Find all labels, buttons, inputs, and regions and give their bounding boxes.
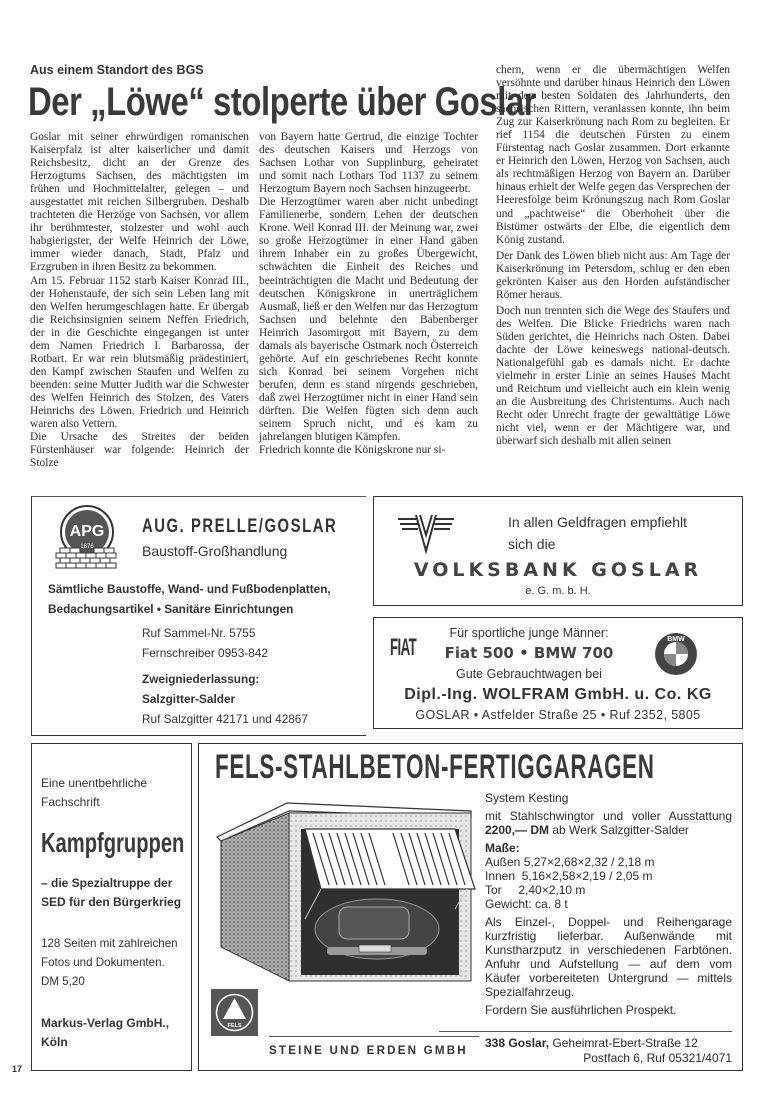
volksbank-legal-form: e. G. m. b. H.: [525, 585, 591, 597]
fels-dimensions: [485, 841, 732, 911]
prelle-products: [48, 579, 331, 619]
prelle-branch-phone: Ruf Salzgitter 42171 und 42867: [142, 712, 308, 726]
prelle-subtitle: Baustoff-Großhandlung: [142, 543, 288, 559]
fels-description: [485, 809, 732, 837]
wolfram-company: Dipl.-Ing. WOLFRAM GmbH. u. Co. KG: [404, 686, 712, 703]
kampfgruppen-publisher-line: Markus-Verlag GmbH.,: [41, 1016, 170, 1030]
kampfgruppen-intro: [41, 774, 147, 812]
fels-cta: Fordern Sie ausführlichen Prospekt.: [485, 1003, 677, 1017]
fels-description-text: ab Werk Salzgitter-Salder: [549, 823, 689, 837]
paragraph: Der Dank des Löwen blieb nicht aus: Am Tage der Kaiserkrönung im Petersdom, schlug er den eben gekrönten Kaiser aus den Horden aufständischer Römer heraus.: [496, 249, 730, 301]
kampfgruppen-description-line: SED für den Bürgerkrieg: [41, 895, 182, 909]
fels-company: STEINE UND ERDEN GMBH: [269, 1044, 468, 1057]
ad-prelle: [31, 496, 366, 736]
prelle-branch-label: Zweigniederlassung:: [142, 672, 260, 686]
fels-dimension-row: Außen 5,27×2,68×2,32 / 2,18 m: [485, 855, 655, 869]
kampfgruppen-description-line: – die Spezialtruppe der: [41, 876, 173, 890]
fels-details: [485, 791, 732, 1021]
kampfgruppen-title: Kampfgruppen: [41, 827, 185, 858]
fels-dimension-row: Gewicht: ca. 8 t: [485, 897, 568, 911]
kampfgruppen-intro-line: Eine unentbehrliche: [41, 776, 148, 790]
apg-brick-logo-icon: [54, 504, 120, 570]
fiat-logo-icon: FIAT: [390, 634, 417, 661]
kampfgruppen-facts-line: 128 Seiten mit zahlreichen: [41, 937, 178, 950]
kampfgruppen-price: DM 5,20: [41, 975, 85, 988]
article-column-1: [30, 131, 249, 470]
garage-illustration-icon: [209, 789, 479, 984]
volksbank-name: VOLKSBANK GOSLAR: [413, 559, 703, 581]
kampfgruppen-facts-line: Fotos und Dokumenten.: [41, 956, 165, 969]
fels-price: 2200,— DM: [485, 823, 550, 837]
fels-dimension-row: Tor 2,40×2,10 m: [485, 883, 586, 897]
paragraph: Doch nun trennten sich die Wege des Staufers und des Welfen. Die Blicke Friedrichs waren nach Süden gerichtet, die Heinrichs nach Osten. Dabei dachte der Löwe keineswegs national-deutsch. Nationalgefühl gab es damals nicht. Er dachte vielmehr in erster Linie an seines Hauses Macht und Reichtum und vielleicht auch ein klein wenig an die Ausbreitung des Christentums. Auch nach Recht oder Unrecht fragte der gewalttätige Löwe nicht viel, wenn er der Mächtigere war, und überwarf sich deshalb mit allen seinen: [496, 304, 730, 448]
wolfram-lead: Für sportliche junge Männer:: [449, 626, 609, 640]
paragraph: Die Herzogtümer waren aber nicht unbedingt Familienerbe, sondern Lehen der deutschen Krone. Weil Konrad III. der Meinung war, zwei so große Herzogtümer in einer Hand gäben ihrem Inhaber ein zu großes Übergewicht, schwächten die Einheit des Reiches und beeinträchtigten die Macht und Bedeutung der deutschen Königskrone in unerträglichem Ausmaß, ließ er den Welfen nur das Herzogtum Sachsen und belehnte den Babenberger Heinrich Jasomirgott mit Bayern, zu dem damals als bayerische Ostmark noch Österreich gehörte. Auf ein geschriebenes Recht konnte sich Konrad bei seinem Vorgehen nicht berufen, denn es stand nirgends geschrieben, daß zwei Herzogtümer nicht in einer Hand sein dürften. Die Welfen fügten sich denn auch seinem Spruch nicht, und es kam zu jahrelangen blutigen Kämpfen.: [259, 196, 478, 444]
fels-title: FELS-STAHLBETON-FERTIGGARAGEN: [215, 748, 655, 786]
prelle-products-line: Bedachungsartikel • Sanitäre Einrichtungen: [48, 602, 294, 616]
article-column-2: [259, 131, 478, 457]
fels-description-text: mit Stahlschwingtor und voller Ausstattung: [485, 809, 732, 823]
fels-address-city: 338 Goslar,: [485, 1036, 550, 1050]
ad-kampfgruppen: [31, 743, 192, 1071]
article-column-3: [496, 64, 730, 448]
paragraph: Friedrich konnte die Königskrone nur si-: [259, 444, 446, 457]
fels-address: [439, 1031, 732, 1066]
wolfram-address: GOSLAR • Astfelder Straße 25 • Ruf 2352, 5805: [415, 708, 701, 722]
paragraph: Goslar mit seiner ehrwürdigen romanischen Kaiserpfalz ist alter kaiserlicher und damit Reichsbesitz, dicht an der Grenze des Herzogtums Sachsen, des mächtigsten im frühen und Hochmittelalter, gelegen – und ausgestattet mit reichen Silbergruben. Deshalb trachteten die Herzöge von Sachsen, vor allem ihr berühmtester, stolzester und wohl auch habgierigster, der Welfe Heinrich der Löwe, immer wieder danach, Stadt, Pfalz und Erzgruben in ihren Besitz zu bekommen.: [30, 131, 249, 274]
prelle-products-line: Sämtliche Baustoffe, Wand- und Fußbodenplatten,: [48, 582, 331, 596]
svg-text:APG: APG: [69, 523, 105, 540]
fels-logo-icon: [211, 989, 258, 1036]
paragraph: chern, wenn er die übermächtigen Welfen versöhnte und darüber hinaus Heinrich den Löwen mit den besten Soldaten des Jahrhunderts, den sächsischen Rittern, veranlassen konnte, ihn beim Zug zur Kaiserkrönung nach Rom zu begleiten. Er rief 1154 die deutschen Fürsten zu einem Fürstentag nach Goslar zusammen. Dort erkannte er Heinrich den Löwen, Herzog von Sachsen, auch als rechtmäßigen Herzog von Bayern an. Darüber hinaus erhielt der Welfe gegen das Versprechen der Heeresfolge beim Krönungszug nach Rom Goslar und „pachtweise“ die Oberhoheit über die Bistümer ostwärts der Elbe, die eigentlich dem König zustand.: [496, 64, 730, 246]
paragraph: Die Ursache des Streites der beiden Fürstenhäuser war folgende: Heinrich der Stolze: [30, 431, 249, 470]
kampfgruppen-publisher-line: Köln: [41, 1035, 68, 1049]
ad-wolfram: [373, 617, 743, 729]
paragraph: Am 15. Februar 1152 starb Kaiser Konrad III., der Hohenstaufe, der sich sein Leben lang mit den Welfen herumgeschlagen hatte. Er übergab die Reichsinsignien seinem Neffen Friedrich, der in die Geschichte eingegangen ist unter dem Namen Friedrich I. Barbarossa, der Rotbart. Er war rein blutsmäßig prädestiniert, den Kampf zwischen Staufen und Welfen zu beenden: seine Mutter Judith war die Schwester des Welfen Heinrich des Stolzen, des Vaters Heinrichs des Löwen. Friedrich und Heinrich waren also Vettern.: [30, 274, 249, 431]
kampfgruppen-facts: [41, 934, 178, 991]
svg-text:BMW: BMW: [667, 636, 685, 643]
fels-dimension-row: Innen 5,16×2,58×2,19 / 2,05 m: [485, 869, 653, 883]
svg-text:1876: 1876: [80, 544, 94, 550]
prelle-telex: Fernschreiber 0953-842: [142, 646, 268, 660]
fels-address-street: Geheimrat-Ebert-Straße 12: [549, 1036, 698, 1050]
volksbank-tagline-line: In allen Geldfragen empfiehlt: [508, 514, 687, 530]
fels-dimensions-label: Maße:: [485, 841, 520, 855]
paragraph: von Bayern hatte Gertrud, die einzige Tochter des deutschen Kaisers und Herzogs von Sachsen Lothar von Supplinburg, geheiratet und somit nach Lothars Tod 1137 zu seinem Herzogtum Bayern noch Sachsen hinzugeerbt.: [259, 131, 478, 196]
kampfgruppen-intro-line: Fachschrift: [41, 795, 100, 809]
svg-text:FELS: FELS: [227, 1023, 242, 1029]
wolfram-used-cars: Gute Gebrauchtwagen bei: [456, 667, 602, 681]
kampfgruppen-publisher: [41, 1014, 169, 1052]
ad-volksbank: [373, 496, 743, 606]
fels-address-postbox: Postfach 6, Ruf 05321/4071: [583, 1051, 732, 1065]
prelle-contact: [142, 623, 308, 729]
fels-availability: Als Einzel-, Doppel- und Reihengarage kurzfristig lieferbar. Außenwände mit Kunstharzputz in verschiedenen Farbtönen. Anfuhr und Aufstellung — auf dem vom Käufer vorbereiteten Untergrund — mittels Spezialfahrzeug.: [485, 915, 732, 999]
volksbank-tagline: [508, 511, 687, 555]
kampfgruppen-description: [41, 874, 189, 912]
prelle-company-name: AUG. PRELLE/GOSLAR: [142, 516, 338, 537]
wolfram-models: Fiat 500 • BMW 700: [444, 644, 614, 662]
ad-fels: [198, 743, 743, 1071]
volksbank-tagline-line: sich die: [508, 536, 556, 552]
page-number: 17: [12, 1064, 23, 1074]
article-headline: Der „Löwe“ stolperte über Goslar: [28, 80, 537, 124]
article-kicker: Aus einem Standort des BGS: [30, 63, 204, 77]
prelle-phone: Ruf Sammel-Nr. 5755: [142, 626, 256, 640]
prelle-branch-city: Salzgitter-Salder: [142, 692, 236, 706]
fels-system: System Kesting: [485, 791, 569, 805]
volksbank-logo-icon: [396, 509, 456, 554]
bmw-logo-icon: [654, 632, 698, 676]
